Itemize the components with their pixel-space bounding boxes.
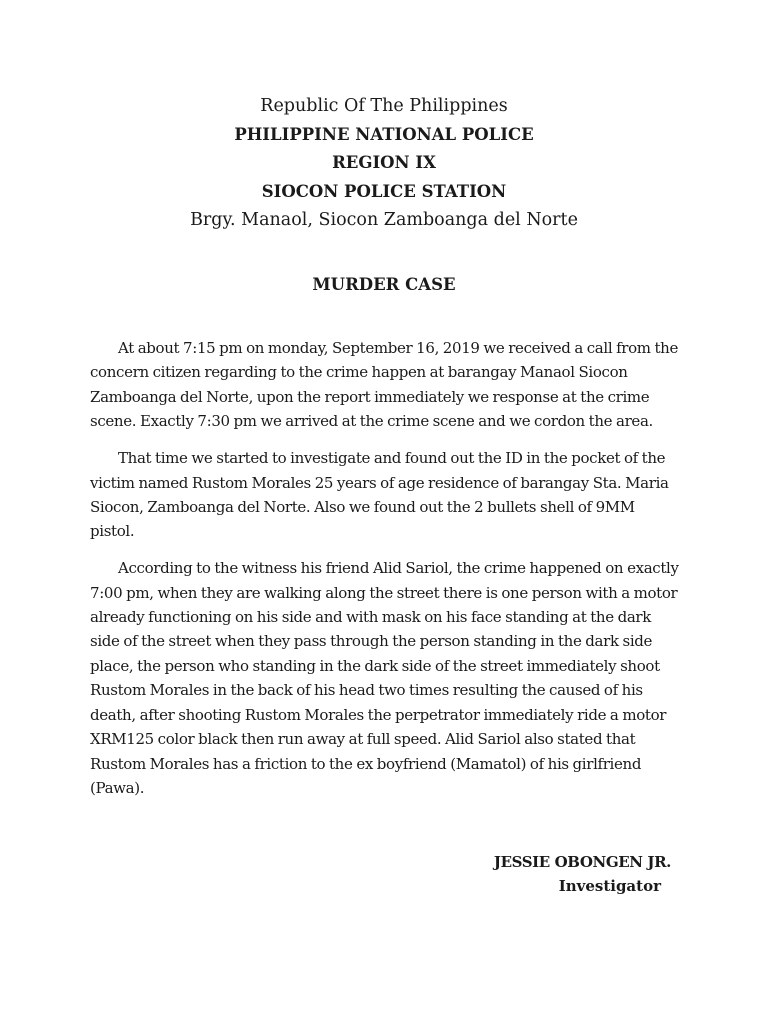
station-address: Brgy. Manaol, Siocon Zamboanga del Norte — [190, 210, 578, 230]
letterhead — [0, 92, 768, 235]
report-title: MURDER CASE — [312, 275, 456, 294]
paragraph-investigation: That time we started to investigate and found out the ID in the pocket of the victim named Rustom Morales 25 years of age residence of barangay Sta. Maria Siocon, Zamboanga del Norte. Also we found out the 2 bullets shell of 9MM pistol. — [90, 449, 669, 541]
station-name: SIOCON POLICE STATION — [261, 181, 507, 201]
paragraph-witness-account: According to the witness his friend Alid Sariol, the crime happened on exactly 7:00 pm, when they are walking along the street there is one person with a motor already functioning on his side and with mask on his face standing at the dark side of the street when they pass through the person standing in the dark side place, the person who standing in the dark side of the street immediately shoot Rustom Morales in the back of his head two times resulting the caused of his death, after shooting Rustom Morales the perpetrator immediately ride a motor XRM125 color black then run away at full speed. Alid Sariol also stated that Rustom Morales has a friction to the ex boyfriend (Mamatol) of his girlfriend (Pawa). — [90, 559, 679, 797]
investigator-role: Investigator — [558, 877, 661, 896]
signature-block — [494, 850, 671, 899]
agency-name: PHILIPPINE NATIONAL POLICE — [234, 124, 534, 144]
paragraph-incident-call: At about 7:15 pm on monday, September 16, 2019 we received a call from the concern citizen regarding to the crime happen at barangay Manaol Siocon Zamboanga del Norte, upon the report immediately we response at the crime scene. Exactly 7:30 pm we arrived at the crime scene and we cordon the area. — [90, 339, 679, 431]
country-name: Republic Of The Philippines — [260, 96, 508, 116]
investigator-name: JESSIE OBONGEN JR. — [493, 853, 671, 871]
report-body — [90, 336, 682, 813]
region-name: REGION IX — [332, 153, 436, 172]
